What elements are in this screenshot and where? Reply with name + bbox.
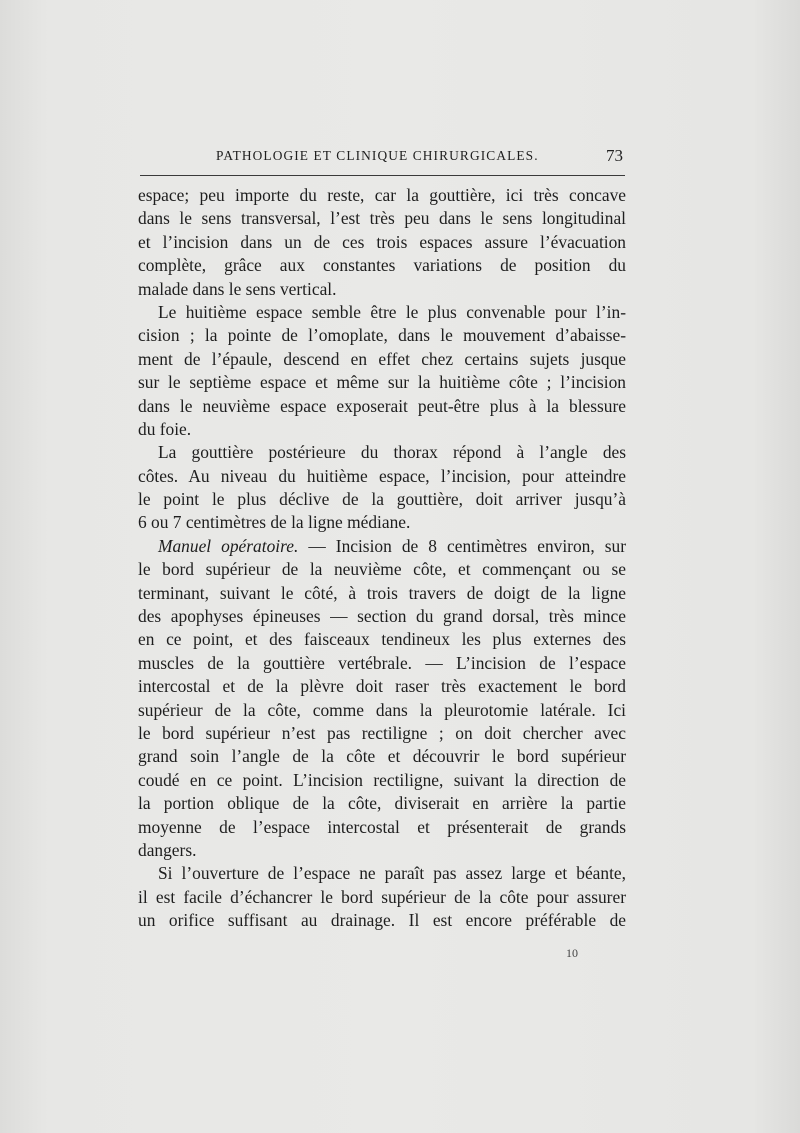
text-line: coudé en ce point. L’incision rectiligne, suivant la direction de [138,769,626,790]
running-title: PATHOLOGIE ET CLINIQUE CHIRURGICALES. [216,148,539,163]
page-number: 73 [606,146,623,165]
text-line: il est facile d’échancrer le bord supérieur de la côte pour assurer [138,886,626,907]
text-line: terminant, suivant le côté, à trois travers de doigt de la ligne [138,582,626,603]
text-line: dangers. [138,839,197,860]
text-line: des apophyses épineuses — section du grand dorsal, très mince [138,606,626,627]
text-line: 6 ou 7 centimètres de la ligne médiane. [138,512,411,533]
text-line: le bord supérieur n’est pas rectiligne ; on doit chercher avec [138,722,626,743]
body-text [138,184,626,933]
text-line: La gouttière postérieure du thorax répond à l’angle des [158,442,626,463]
text-line [138,535,626,558]
text-line: Le huitième espace semble être le plus convenable pour l’in- [158,301,626,322]
text-line: grand soin l’angle de la côte et découvrir le bord supérieur [138,746,626,767]
header-rule [140,175,625,176]
text-line: le point le plus déclive de la gouttière, doit arriver jusqu’à [138,489,626,510]
text-line: cision ; la pointe de l’omoplate, dans le mouvement d’abaisse- [138,325,626,346]
text-line: le bord supérieur de la neuvième côte, et commençant ou se [138,559,626,580]
text-run: — Incision de 8 centimètres environ, sur [298,535,626,556]
text-line: intercostal et de la plèvre doit raser très exactement le bord [138,676,626,697]
text-line: muscles de la gouttière vertébrale. — L’incision de l’espace [138,652,626,673]
text-line: moyenne de l’espace intercostal et présenterait de grands [138,816,626,837]
text-line: supérieur de la côte, comme dans la pleurotomie latérale. Ici [138,699,626,720]
text-line: malade dans le sens vertical. [138,278,337,299]
text-line: un orifice suffisant au drainage. Il est encore préférable de [138,910,626,931]
text-line: en ce point, et des faisceaux tendineux les plus externes des [138,629,626,650]
text-line: sur le septième espace et même sur la huitième côte ; l’incision [138,372,626,393]
text-line: et l’incision dans un de ces trois espaces assure l’évacuation [138,231,626,252]
text-line: dans le sens transversal, l’est très peu dans le sens longitudinal [138,208,626,229]
text-line: Si l’ouverture de l’espace ne paraît pas assez large et béante, [158,863,626,884]
text-line: la portion oblique de la côte, diviserait en arrière la partie [138,793,626,814]
text-line: du foie. [138,418,192,439]
signature-mark: 10 [566,946,578,960]
text-line: espace; peu importe du reste, car la gouttière, ici très concave [138,185,626,205]
text-line: dans le neuvième espace exposerait peut-être plus à la blessure [138,395,626,416]
text-line: complète, grâce aux constantes variations de position du [138,255,626,276]
section-heading: Manuel opératoire. [158,535,299,556]
text-line: ment de l’épaule, descend en effet chez certains sujets jusque [138,348,626,369]
text-line: côtes. Au niveau du huitième espace, l’incision, pour atteindre [138,465,626,486]
page-header [140,146,625,170]
